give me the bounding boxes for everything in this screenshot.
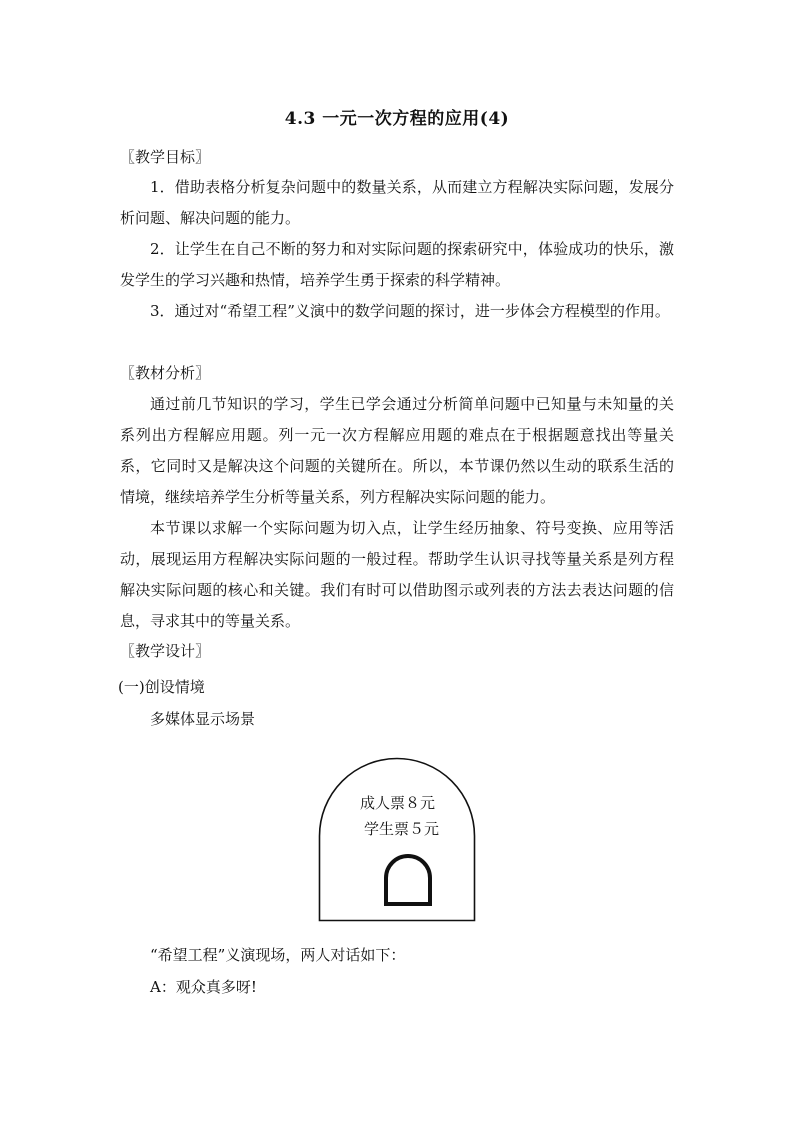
- section-heading-design: 〖教学设计〗: [120, 642, 211, 660]
- analysis-paragraph-1: 通过前几节知识的学习，学生已学会通过分析简单问题中已知量与未知量的关系列出方程解应用题。列一元一次方程解应用题的难点在于根据题意找出等量关系，它同时又是解决这个问题的关键所在。所以，本节课仍然以生动的联系生活的情境，继续培养学生分析等量关系，列方程解决实际问题的能力。: [120, 395, 674, 506]
- page-title: 4.3 一元一次方程的应用(4): [284, 109, 510, 129]
- scene-caption: 多媒体显示场景: [150, 710, 256, 728]
- goal-item-3: 3．通过对“希望工程”义演中的数学问题的探讨，进一步体会方程模型的作用。: [150, 302, 670, 320]
- adult-ticket-price: 成人票８元: [360, 794, 436, 812]
- student-ticket-price: 学生票５元: [364, 820, 440, 838]
- section-heading-analysis: 〖教材分析〗: [120, 364, 211, 382]
- section-heading-goals: 〖教学目标〗: [120, 148, 211, 166]
- stage-arch-outline: [320, 759, 475, 921]
- goal-item-1: 1．借助表格分析复杂问题中的数量关系，从而建立方程解决实际问题，发展分析问题、解决问题的能力。: [120, 178, 674, 227]
- theater-stage-illustration: [318, 756, 476, 922]
- dialogue-intro: “希望工程”义演现场，两人对话如下：: [150, 946, 406, 964]
- design-step-heading: (一)创设情境: [118, 678, 205, 696]
- dialogue-line-a: A：观众真多呀!: [150, 978, 257, 996]
- stage-door-outline: [386, 856, 430, 904]
- analysis-paragraph-2: 本节课以求解一个实际问题为切入点，让学生经历抽象、符号变换、应用等活动，展现运用方程解决实际问题的一般过程。帮助学生认识寻找等量关系是列方程解决实际问题的核心和关键。我们有时可以借助图示或列表的方法去表达问题的信息，寻求其中的等量关系。: [120, 519, 674, 630]
- goal-item-2: 2．让学生在自己不断的努力和对实际问题的探索研究中，体验成功的快乐，激发学生的学习兴趣和热情，培养学生勇于探索的科学精神。: [120, 240, 674, 289]
